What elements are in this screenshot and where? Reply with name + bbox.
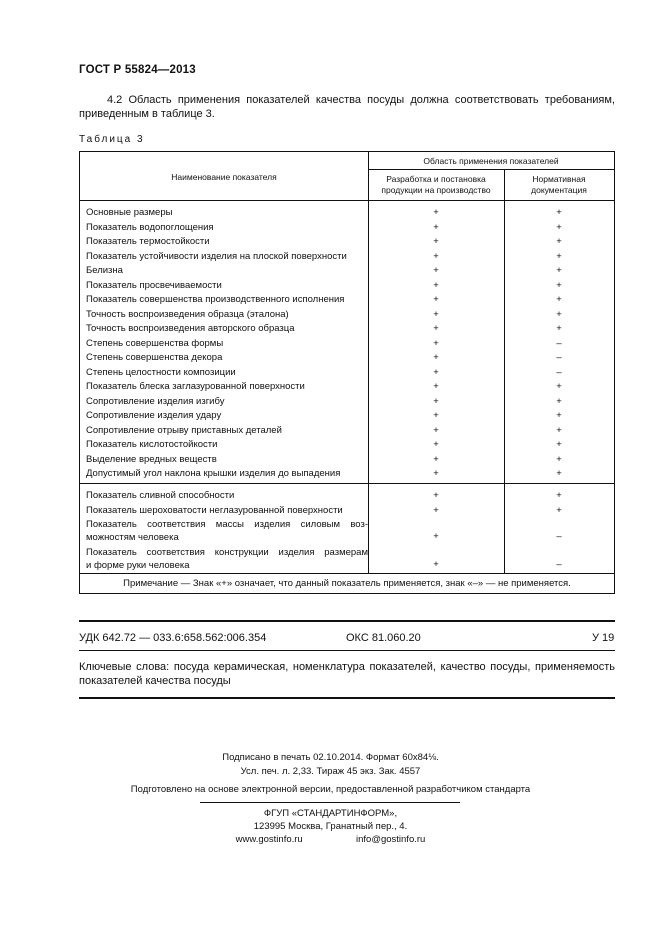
table-3 [79, 151, 615, 594]
row-value-normative: + [556, 207, 562, 218]
publisher-contacts [0, 834, 661, 845]
row-value-development: + [433, 337, 439, 349]
row-value-normative: + [556, 236, 562, 247]
footer-middle-rule [79, 650, 615, 651]
row-value-development: + [433, 453, 439, 465]
row-name: Показатель сливной способности [86, 490, 235, 501]
row-value-development: + [433, 468, 439, 479]
row-name: Показатель водопоглощения [86, 221, 214, 233]
udk-code: УДК 642.72 — 033.6:658.562:006.354 [79, 632, 267, 644]
col-header-development [368, 174, 504, 196]
row-name: Основные размеры [86, 207, 173, 218]
row-name-line-2: и форме руки человека [86, 560, 190, 571]
row-value-normative: – [556, 337, 562, 349]
row-value-normative: + [556, 439, 562, 450]
row-value-development: + [433, 236, 439, 247]
imprint-rule [200, 802, 460, 803]
publisher-name: ФГУП «СТАНДАРТИНФОРМ», [263, 808, 398, 819]
row-name: Показатель просвечиваемости [86, 279, 222, 291]
row-name: Степень совершенства формы [86, 337, 224, 349]
row-name: Выделение вредных веществ [86, 453, 217, 465]
row-value-development: + [433, 207, 439, 218]
row-value-development: + [433, 279, 439, 291]
row-value-normative: + [556, 323, 562, 334]
standard-header: ГОСТ Р 55824—2013 [79, 64, 196, 76]
row-value-development: + [433, 366, 439, 378]
row-value-normative: + [556, 504, 562, 516]
col-header-group: Область применения показателей [423, 156, 559, 166]
row-name: Точность воспроизведения авторского образца [86, 323, 295, 334]
row-name: Показатель совершенства производственного исполнения [86, 294, 345, 305]
col-header-normative-line-1: Нормативная [532, 174, 586, 184]
row-value-development: + [433, 490, 439, 501]
row-name: Сопротивление отрыву приставных деталей [86, 424, 282, 436]
col-header-normative-line-2: документация [531, 185, 587, 195]
row-value-normative: + [556, 453, 562, 465]
row-name: Показатель блеска заглазурованной поверхности [86, 381, 305, 392]
col-header-development-line-2: продукции на производство [381, 185, 491, 195]
col-header-development-line-1: Разработка и постановка [386, 174, 486, 184]
row-value-development: + [433, 250, 439, 262]
row-name: Показатель кислотостойкости [86, 439, 218, 450]
footer-top-rule [79, 620, 615, 622]
table-note: Примечание — Знак «+» означает, что данный показатель применяется, знак «–» — не применяется. [123, 578, 571, 589]
section-divider-1 [80, 483, 614, 484]
header-bottom-line [80, 200, 614, 201]
paragraph-4-2 [79, 93, 615, 121]
row-value-development: + [433, 221, 439, 233]
email-link[interactable]: info@gostinfo.ru [356, 834, 426, 845]
row-name [86, 546, 368, 572]
row-name: Сопротивление изделия изгибу [86, 395, 225, 407]
row-name: Показатель термостойкости [86, 236, 210, 247]
row-value-normative: – [556, 531, 562, 542]
table-row [80, 518, 614, 544]
paragraph-line-1: 4.2 Область применения показателей качества посуды должна соответствовать требованиям, [107, 94, 615, 106]
row-name: Степень целостности композиции [86, 366, 236, 378]
keywords-line-2: показателей качества посуды [79, 675, 231, 687]
row-value-normative: – [556, 366, 562, 378]
row-value-development: + [433, 531, 439, 542]
row-name: Показатель шероховатости неглазурованной поверхности [86, 504, 343, 516]
row-name-line-1: Показатель соответствия массы изделия силовым воз- [86, 519, 368, 530]
website-link[interactable]: www.gostinfo.ru [235, 834, 303, 845]
row-name-line-2: можностям человека [86, 532, 179, 543]
oks-code: ОКС 81.060.20 [346, 632, 421, 644]
imprint-print-info: Усл. печ. л. 2,33. Тираж 45 экз. Зак. 4557 [240, 766, 421, 777]
row-name: Допустимый угол наклона крышки изделия до выпадения [86, 468, 341, 479]
row-name: Сопротивление изделия удару [86, 410, 222, 421]
row-value-development: + [433, 294, 439, 305]
header-group-divider [368, 169, 614, 170]
imprint-signed: Подписано в печать 02.10.2014. Формат 60x84⅛. [222, 752, 439, 763]
row-value-development: + [433, 395, 439, 407]
row-name: Белизна [86, 265, 123, 276]
table-caption: Таблица 3 [79, 134, 145, 145]
row-value-normative: + [556, 468, 562, 479]
row-value-normative: + [556, 308, 562, 320]
row-value-development: + [433, 559, 439, 570]
row-name: Точность воспроизведения образца (эталона) [86, 308, 289, 320]
row-value-normative: – [556, 352, 562, 363]
row-value-normative: + [556, 221, 562, 233]
row-value-development: + [433, 424, 439, 436]
row-value-development: + [433, 352, 439, 363]
row-value-normative: + [556, 490, 562, 501]
keywords-line-1: Ключевые слова: посуда керамическая, номенклатура показателей, качество посуды, применяемость [79, 661, 615, 673]
note-divider [80, 573, 614, 574]
row-value-normative: – [556, 559, 562, 570]
row-value-development: + [433, 381, 439, 392]
row-name: Показатель устойчивости изделия на плоской поверхности [86, 250, 347, 262]
col-header-normative [504, 174, 614, 196]
row-value-development: + [433, 323, 439, 334]
row-value-development: + [433, 265, 439, 276]
keywords [79, 660, 615, 688]
row-value-normative: + [556, 410, 562, 421]
row-name: Степень совершенства декора [86, 352, 223, 363]
row-name [86, 518, 368, 544]
publisher-address: 123995 Москва, Гранатный пер., 4. [253, 821, 408, 832]
row-value-normative: + [556, 279, 562, 291]
row-value-normative: + [556, 424, 562, 436]
row-value-normative: + [556, 395, 562, 407]
row-value-development: + [433, 410, 439, 421]
col-header-name: Наименование показателя [171, 172, 277, 182]
row-name-line-1: Показатель соответствия конструкции изделия размерам [86, 547, 368, 558]
row-value-development: + [433, 308, 439, 320]
row-value-development: + [433, 439, 439, 450]
row-value-normative: + [556, 250, 562, 262]
imprint-prepared: Подготовлено на основе электронной версии, предоставленной разработчиком стандарта [130, 784, 531, 795]
row-value-development: + [433, 504, 439, 516]
row-value-normative: + [556, 265, 562, 276]
table-row [80, 546, 614, 572]
row-value-normative: + [556, 294, 562, 305]
paragraph-line-2: приведенным в таблице 3. [79, 108, 215, 120]
row-value-normative: + [556, 381, 562, 392]
classification-code: У 19 [592, 632, 615, 644]
footer-bottom-rule [79, 697, 615, 699]
